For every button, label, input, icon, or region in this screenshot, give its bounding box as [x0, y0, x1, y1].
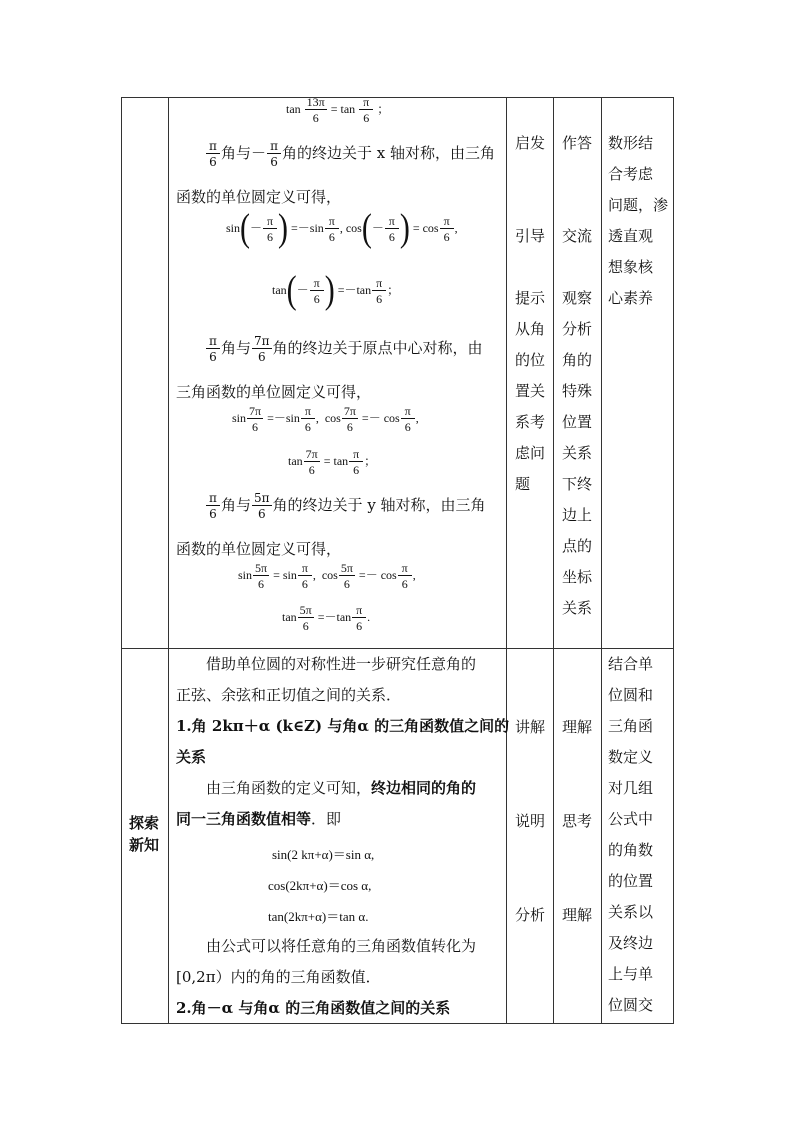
- eq-sin-cos-5pi: sin $\frac{5\pi}{6}$ = sin $\frac{\pi}{6}$ , cos $\frac{5\pi}{6}$ =－ cos $\frac{\pi}{6}$ ,: [238, 561, 416, 591]
- formula-tan: tan(2kπ+α)＝tan α.: [268, 909, 369, 924]
- heading-1-line1: 1.角 2kπ＋α (k∈Z) 与角α 的三角函数值之间的: [176, 717, 510, 735]
- definition-line1: 由三角函数的定义可知，终边相同的角的: [206, 779, 477, 797]
- teacher-explain: 讲解: [515, 718, 546, 736]
- eq-tan-neg: tan(－ $\frac{\pi}{6}$ ) =－tan $\frac{\pi}{6}$ ；: [272, 268, 400, 312]
- eq-tan-5pi: tan $\frac{5\pi}{6}$ =－tan $\frac{\pi}{6}$ .: [282, 603, 371, 633]
- intro-line1: 借助单位圆的对称性进一步研究任意角的: [206, 655, 477, 673]
- formula-cos: cos(2kπ+α)＝cos α,: [268, 878, 372, 893]
- student-understand: 理解: [562, 718, 593, 736]
- student-understand-2: 理解: [562, 906, 593, 924]
- sym-o-line1: $\frac{\pi}{6}$ 角与 $\frac{7\pi}{6}$ 角的终边关于原点中心对称，由: [205, 335, 483, 363]
- stage-label: 探索 新知: [129, 814, 160, 854]
- conversion-line2: [0,2π）内的角的三角函数值．: [176, 968, 381, 986]
- student-think: 思考: [562, 812, 593, 830]
- intent-cell-top: 数形结 合考虑 问题，渗 透直观 想象核 心素养: [608, 134, 669, 307]
- teacher-analyze: 分析: [515, 906, 546, 924]
- conversion-line1: 由公式可以将任意角的三角函数值转化为: [206, 937, 477, 955]
- teacher-illustrate: 说明: [515, 812, 546, 830]
- definition-line2: 同一三角函数值相等．即: [176, 810, 342, 828]
- sym-y-line2: 函数的单位圆定义可得，: [176, 540, 342, 558]
- student-cell-top: 作答 交流 观察 分析 角的 特殊 位置 关系 下终 边上 点的 坐标 关系: [562, 134, 593, 617]
- heading-2: 2.角－α 与角α 的三角函数值之间的关系: [176, 999, 451, 1017]
- formula-sin: sin(2 kπ+α)＝sin α,: [272, 847, 375, 862]
- teacher-cell-top: 启发 引导 提示 从角 的位 置关 系考 虑问 题: [515, 134, 546, 493]
- eq-tan-7pi: tan $\frac{7\pi}{6}$ = tan $\frac{\pi}{6}$ ；: [288, 447, 377, 477]
- eq-sin-cos-7pi: sin $\frac{7\pi}{6}$ =－sin $\frac{\pi}{6}$ , cos $\frac{7\pi}{6}$ =－ cos $\frac{\pi}{6}$ ,: [232, 404, 419, 434]
- sym-x-line1: $\frac{\pi}{6}$ 角与－ $\frac{\pi}{6}$ 角的终边关于 x 轴对称，由三角: [205, 140, 495, 168]
- heading-1-line2: 关系: [176, 748, 207, 766]
- intro-line2: 正弦、余弦和正切值之间的关系．: [176, 686, 402, 704]
- intent-cell-bottom: 结合单 位圆和 三角函 数定义 对几组 公式中 的角数 的位置 关系以 及终边 上与单 位圆交: [608, 655, 654, 1014]
- sym-y-line1: $\frac{\pi}{6}$ 角与 $\frac{5\pi}{6}$ 角的终边关于 y 轴对称，由三角: [205, 492, 486, 520]
- eq-tan-13pi: tan $\frac{13\pi}{6}$ = tan $\frac{\pi}{6}$ ；: [286, 95, 390, 125]
- eq-sin-cos-neg: sin(－ $\frac{\pi}{6}$ ) =－sin $\frac{\pi}{6}$ , cos(－ $\frac{\pi}{6}$ ) = cos $\frac{\pi}{6}$ ,: [226, 206, 458, 250]
- sym-o-line2: 三角函数的单位圆定义可得，: [176, 383, 372, 401]
- sym-x-line2: 函数的单位圆定义可得，: [176, 188, 342, 206]
